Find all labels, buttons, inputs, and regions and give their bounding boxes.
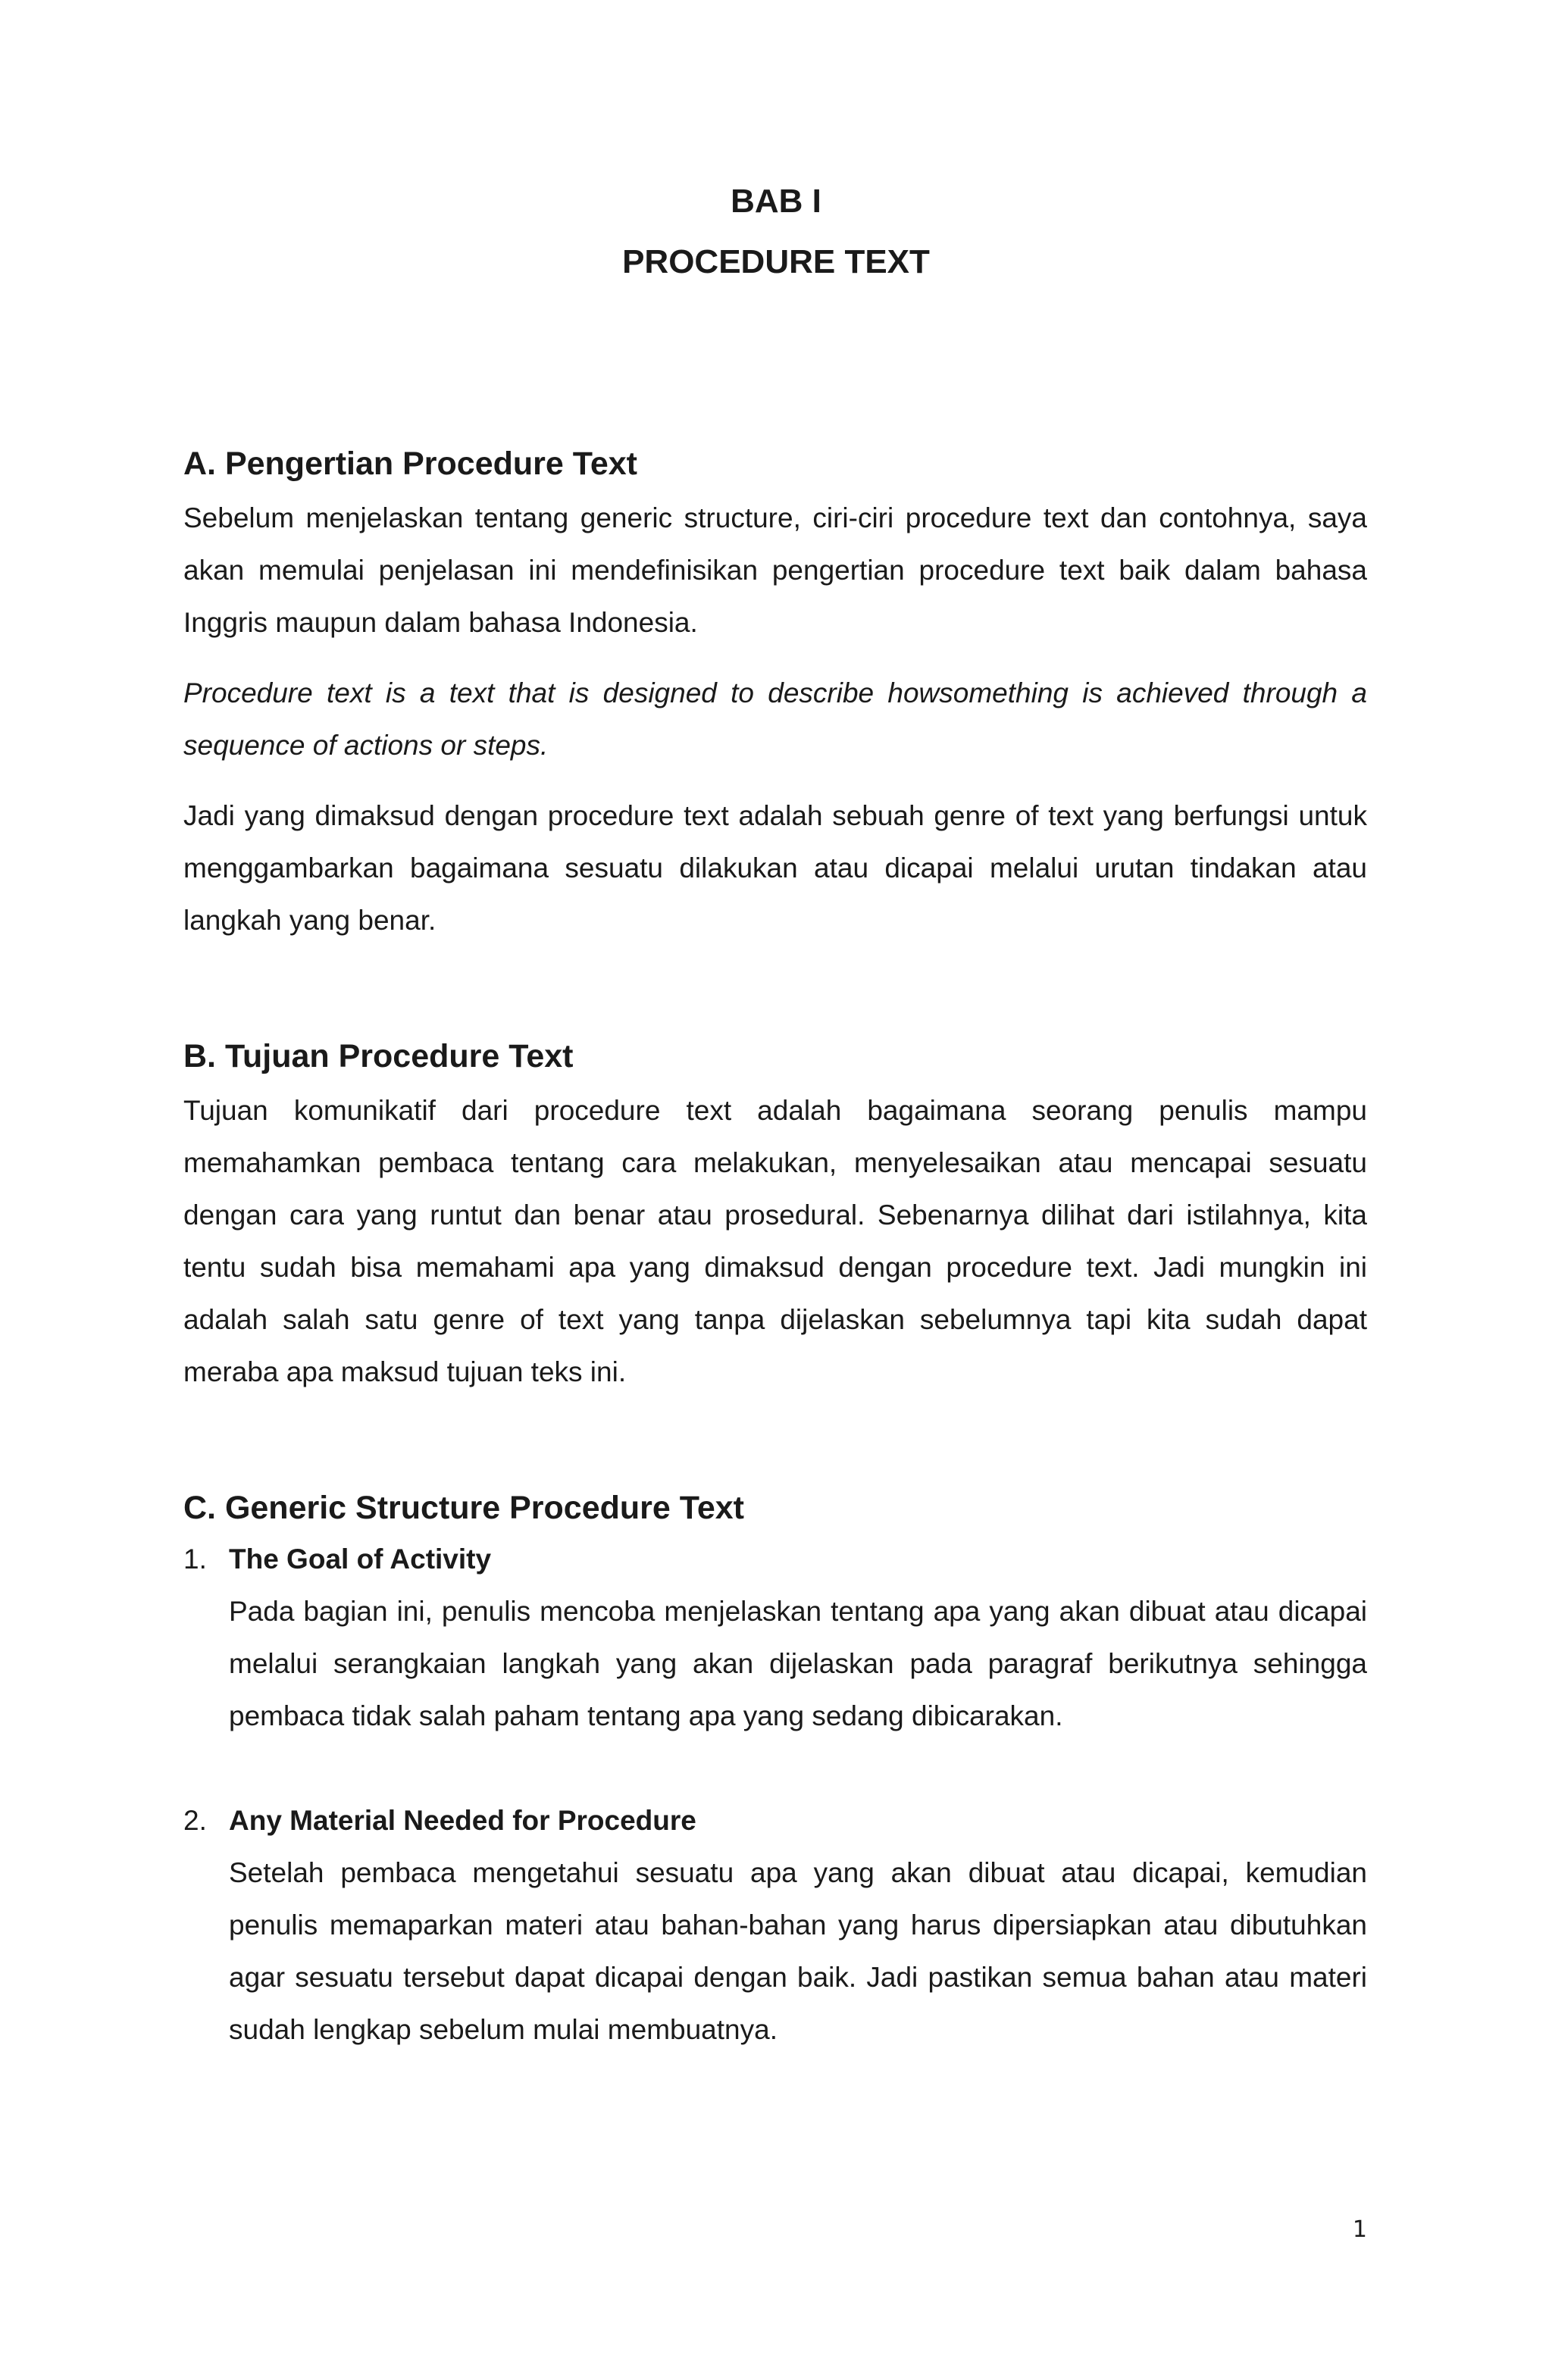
list-item-title: Any Material Needed for Procedure — [229, 1805, 696, 1836]
list-item — [183, 1533, 1367, 1742]
section-b-paragraph: Tujuan komunikatif dari procedure text adalah bagaimana seorang penulis mampu memahamkan pembaca tentang cara melakukan, menyelesaikan atau mencapai sesuatu dengan cara yang runtut dan benar atau prosedural. Sebenarnya dilihat dari istilahnya, kita tentu sudah bisa memahami apa yang dimaksud dengan procedure text. Jadi mungkin ini adalah salah satu genre of text yang tanpa dijelaskan sebelumnya tapi kita sudah dapat meraba apa maksud tujuan teks ini. — [183, 1095, 1367, 1387]
section-a-paragraph-2: Jadi yang dimaksud dengan procedure text adalah sebuah genre of text yang berfungsi untuk menggambarkan bagaimana sesuatu dilakukan atau dicapai melalui urutan tindakan atau langkah yang benar. — [183, 800, 1367, 936]
page-number: 1 — [1352, 2216, 1367, 2243]
section-a — [183, 443, 1367, 946]
document-body — [183, 443, 1367, 2056]
list-item — [183, 1794, 1367, 2056]
section-a-definition: Procedure text is a text that is designed to describe howsomething is achieved through a sequence of actions or steps. — [183, 677, 1367, 761]
list-item-number: 1. — [183, 1543, 207, 1575]
section-b — [183, 1036, 1367, 1398]
generic-structure-list — [183, 1533, 1367, 2056]
list-item-title: The Goal of Activity — [229, 1543, 492, 1575]
list-item-text: Setelah pembaca mengetahui sesuatu apa yang akan dibuat atau dicapai, kemudian penulis memaparkan materi atau bahan-bahan yang harus dipersiapkan atau dibutuhkan agar sesuatu tersebut dapat dicapai dengan baik. Jadi pastikan semua bahan atau materi sudah lengkap sebelum mulai membuatnya. — [229, 1857, 1367, 2045]
section-a-paragraph-1: Sebelum menjelaskan tentang generic structure, ciri-ciri procedure text dan contohnya, saya akan memulai penjelasan ini mendefinisikan pengertian procedure text baik dalam bahasa Inggris maupun dalam bahasa Indonesia. — [183, 502, 1367, 638]
section-c — [183, 1487, 1367, 2056]
list-item-text: Pada bagian ini, penulis mencoba menjelaskan tentang apa yang akan dibuat atau dicapai melalui serangkaian langkah yang akan dijelaskan pada paragraf berikutnya sehingga pembaca tidak salah paham tentang apa yang sedang dibicarakan. — [229, 1596, 1367, 1731]
list-item-number: 2. — [183, 1805, 207, 1836]
section-a-heading: A. Pengertian Procedure Text — [183, 446, 637, 482]
chapter-label: BAB I — [731, 183, 821, 220]
section-c-heading: C. Generic Structure Procedure Text — [183, 1490, 744, 1526]
chapter-title: PROCEDURE TEXT — [622, 243, 930, 280]
section-b-heading: B. Tujuan Procedure Text — [183, 1038, 574, 1074]
